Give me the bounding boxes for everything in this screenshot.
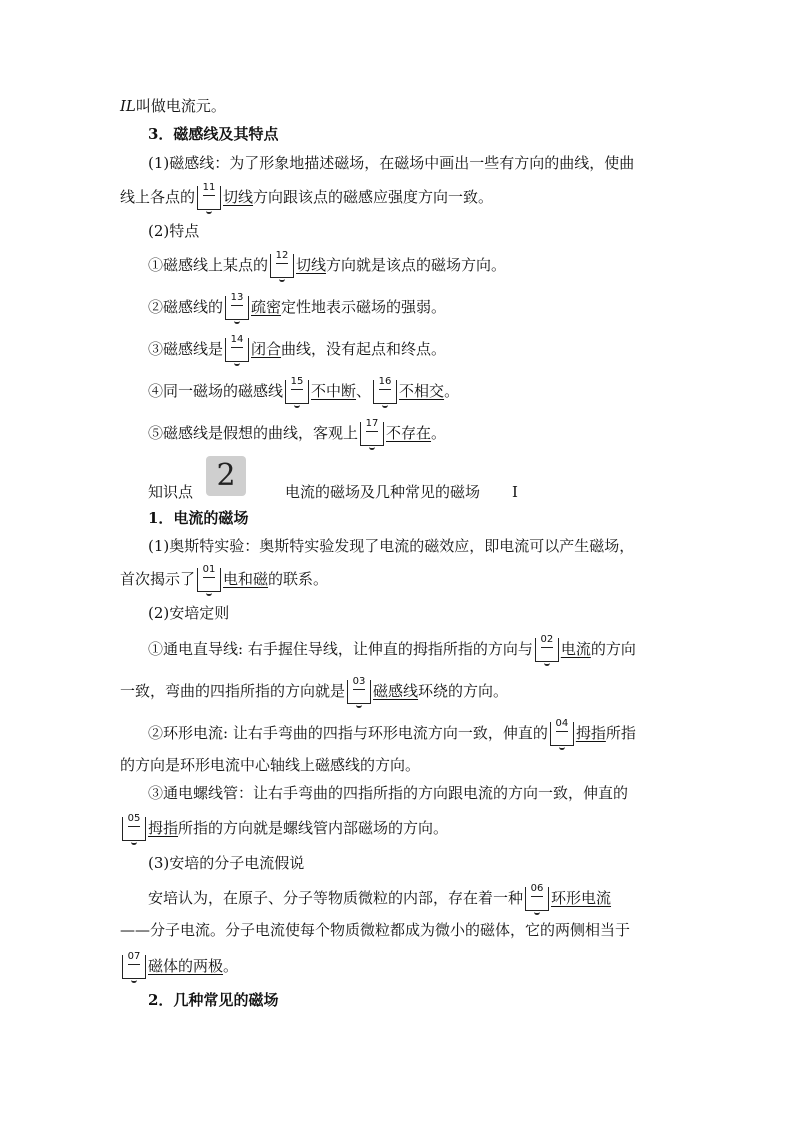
pencil-tick-icon <box>382 402 388 408</box>
text: 的方向 <box>590 640 636 658</box>
pencil-tick-icon <box>369 444 375 450</box>
paragraph-line: ——分子电流。分子电流使每个物质微粒都成为微小的磁体，它的两侧相当于 <box>120 921 631 939</box>
pencil-tick-icon <box>559 744 565 750</box>
answer-text: 磁感线 <box>373 682 419 700</box>
knowledge-point-title: 电流的磁场及几种常见的磁场 <box>285 483 481 501</box>
text: ①磁感线上某点的 <box>148 256 269 274</box>
answer-box[interactable] <box>197 564 221 592</box>
text: 所指的方向就是螺线管内部磁场的方向。 <box>178 819 449 837</box>
blank-number: 15 <box>286 377 308 387</box>
text: 一致，弯曲的四指所指的方向就是 <box>120 682 346 700</box>
text: 。 <box>444 382 460 400</box>
answer-text: 闭合 <box>251 340 282 358</box>
pencil-tick-icon <box>534 909 540 915</box>
pencil-tick-icon <box>206 590 212 596</box>
answer-text: 不相交 <box>399 382 445 400</box>
answer-text: 切线 <box>223 188 254 206</box>
paragraph-line-with-blank <box>148 418 447 446</box>
knowledge-point-level: Ⅰ <box>512 483 518 501</box>
sub-heading: (2)安培定则 <box>148 604 230 622</box>
paragraph-line-with-blank <box>148 292 447 320</box>
paragraph-line-with-blank <box>120 813 449 841</box>
paragraph-line-with-blank <box>148 634 636 662</box>
paragraph-line-with-blank <box>148 883 612 911</box>
answer-box[interactable] <box>347 676 371 704</box>
answer-text: 电流 <box>560 640 591 658</box>
answer-box[interactable] <box>535 634 559 662</box>
paragraph-line: ③通电螺线管：让右手弯曲的四指所指的方向跟电流的方向一致，伸直的 <box>148 784 629 802</box>
paragraph-line-with-blank <box>148 376 460 404</box>
answer-box[interactable] <box>225 334 249 362</box>
text: 方向就是该点的磁场方向。 <box>326 256 507 274</box>
pencil-tick-icon <box>234 360 240 366</box>
blank-number: 11 <box>198 183 220 193</box>
answer-box[interactable] <box>525 883 549 911</box>
paragraph-line-with-blank <box>148 718 636 746</box>
text: 定性地表示磁场的强弱。 <box>281 298 447 316</box>
answer-text: 拇指 <box>575 724 606 742</box>
paragraph-line-with-blank <box>120 951 239 979</box>
pencil-tick-icon <box>131 977 137 983</box>
blank-number: 03 <box>348 677 370 687</box>
text: 所指 <box>605 724 636 742</box>
pencil-tick-icon <box>294 402 300 408</box>
text: ⑤磁感线是假想的曲线，客观上 <box>148 424 359 442</box>
blank-number: 04 <box>551 719 573 729</box>
text: 线上各点的 <box>120 188 196 206</box>
blank-number: 17 <box>361 419 383 429</box>
answer-text: 拇指 <box>148 819 179 837</box>
answer-box[interactable] <box>225 292 249 320</box>
answer-box[interactable] <box>122 951 146 979</box>
answer-box[interactable] <box>550 718 574 746</box>
blank-number: 06 <box>526 884 548 894</box>
paragraph-line-with-blank <box>120 564 329 592</box>
text: 方向跟该点的磁感应强度方向一致。 <box>253 188 494 206</box>
text: 环绕的方向。 <box>418 682 509 700</box>
answer-text: 磁体的两极 <box>148 957 224 975</box>
answer-box[interactable] <box>122 813 146 841</box>
blank-number: 16 <box>374 377 396 387</box>
text: 叫做电流元。 <box>135 97 226 115</box>
blank-number: 01 <box>198 565 220 575</box>
blank-number: 12 <box>271 251 293 261</box>
blank-number: 05 <box>123 814 145 824</box>
pencil-tick-icon <box>131 839 137 845</box>
answer-box[interactable] <box>360 418 384 446</box>
blank-number: 13 <box>226 293 248 303</box>
pencil-tick-icon <box>356 702 362 708</box>
blank-number: 07 <box>123 952 145 962</box>
answer-box[interactable] <box>373 376 397 404</box>
answer-text: 电和磁 <box>223 570 269 588</box>
paragraph-line-with-blank <box>148 250 507 278</box>
text-line-current-element <box>120 96 226 116</box>
answer-text: 不存在 <box>386 424 432 442</box>
paragraph-line: (1)磁感线：为了形象地描述磁场，在磁场中画出一些有方向的曲线，使曲 <box>148 154 635 172</box>
text: ③磁感线是 <box>148 340 224 358</box>
pencil-tick-icon <box>279 276 285 282</box>
text: 安培认为，在原子、分子等物质微粒的内部，存在着一种 <box>148 889 524 907</box>
paragraph-line-with-blank <box>120 676 509 704</box>
answer-box[interactable] <box>285 376 309 404</box>
section-heading-field-lines: 3．磁感线及其特点 <box>148 125 279 143</box>
blank-number: 02 <box>536 635 558 645</box>
paragraph-line-with-blank <box>148 334 447 362</box>
answer-text: 切线 <box>296 256 327 274</box>
text: ①通电直导线: 右手握住导线，让伸直的拇指所指的方向与 <box>148 640 533 658</box>
answer-text: 环形电流 <box>551 889 612 907</box>
answer-text: 不中断 <box>311 382 357 400</box>
text: 的联系。 <box>268 570 329 588</box>
blank-number: 14 <box>226 335 248 345</box>
text: 首次揭示了 <box>120 570 196 588</box>
answer-text: 疏密 <box>251 298 282 316</box>
text: 。 <box>223 957 239 975</box>
text: ②环形电流: 让右手弯曲的四指与环形电流方向一致，伸直的 <box>148 724 548 742</box>
answer-box[interactable] <box>197 182 221 210</box>
paragraph-line-with-blank <box>120 182 494 210</box>
answer-box[interactable] <box>270 250 294 278</box>
paragraph-line: 的方向是环形电流中心轴线上磁感线的方向。 <box>120 756 421 774</box>
knowledge-point-label: 知识点 <box>148 483 194 501</box>
text: ②磁感线的 <box>148 298 224 316</box>
text: 曲线，没有起点和终点。 <box>281 340 447 358</box>
text: ④同一磁场的磁感线 <box>148 382 284 400</box>
sub-heading: (2)特点 <box>148 222 200 240</box>
text: 。 <box>431 424 447 442</box>
section-heading-current-field: 1．电流的磁场 <box>148 509 249 527</box>
pencil-tick-icon <box>206 208 212 214</box>
pencil-tick-icon <box>234 318 240 324</box>
symbol-IL: IL <box>120 97 136 115</box>
pencil-tick-icon <box>544 660 550 666</box>
paragraph-line: (1)奥斯特实验：奥斯特实验发现了电流的磁效应，即电流可以产生磁场， <box>148 537 635 555</box>
knowledge-point-number-badge: 2 <box>206 456 246 496</box>
section-heading-common-fields: 2．几种常见的磁场 <box>148 991 279 1009</box>
text: 、 <box>356 382 372 400</box>
sub-heading: (3)安培的分子电流假说 <box>148 854 305 872</box>
